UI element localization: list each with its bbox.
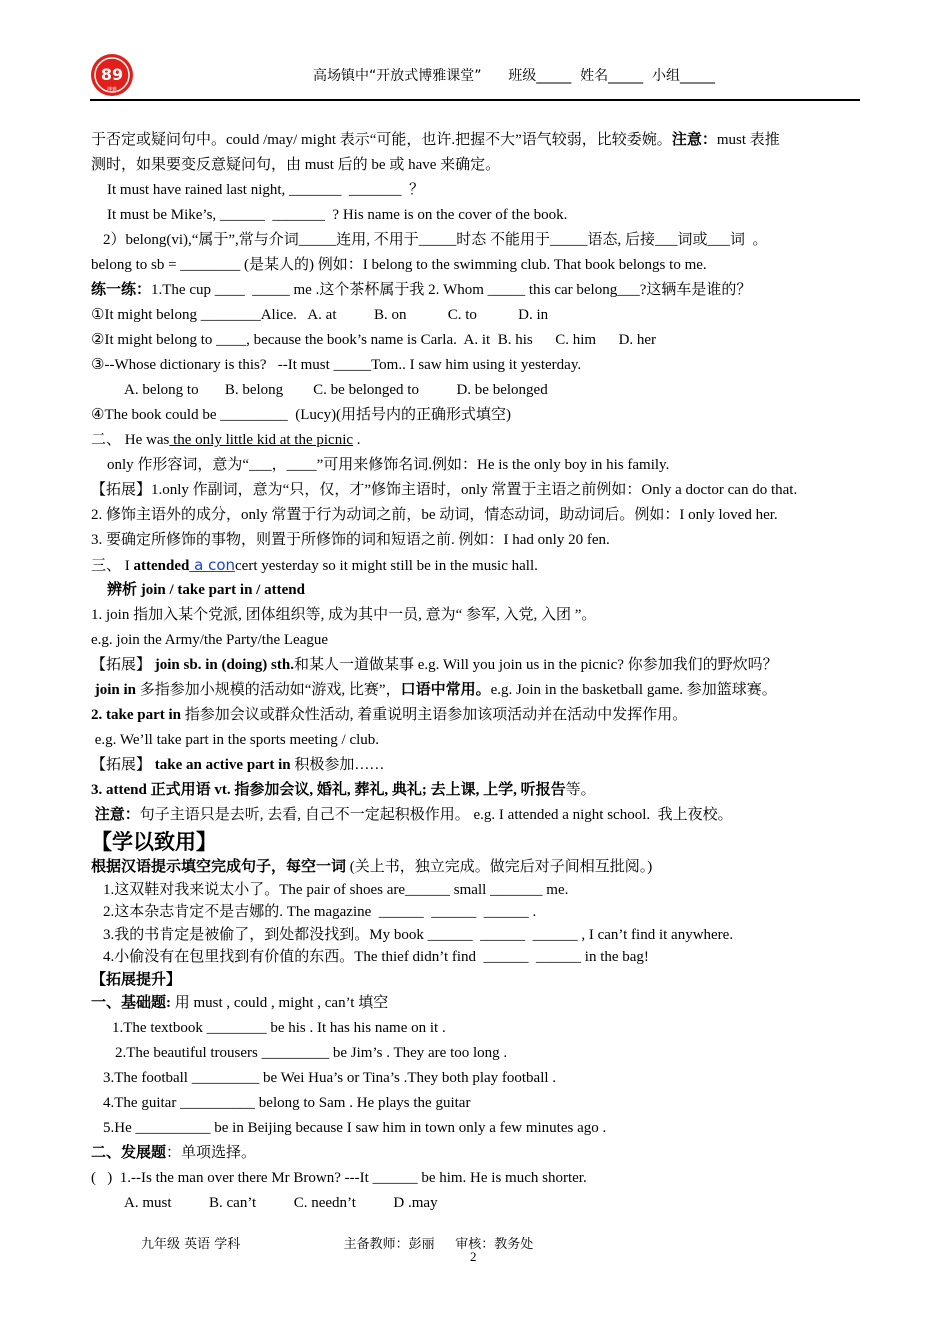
logo-text: 89: [100, 65, 124, 84]
text-line: 【拓展】 join sb. in (doing) sth.和某人一道做某事 e.g. Will you join us in the picnic? 你参加我们的野炊吗？: [91, 657, 778, 673]
text-line: 2）belong(vi),“属于”,常与介词_____连用, 不用于_____时态 不能用于_____语态, 后接___词或___词 。: [103, 232, 768, 248]
text-line: e.g. We’ll take part in the sports meeting / club.: [94, 732, 380, 748]
option-line: ③--Whose dictionary is this? --It must _____Tom.. I saw him using it yesterday.: [91, 357, 582, 373]
text-line: 一、基础题: 用 must , could , might , can’t 填空: [91, 995, 389, 1011]
exercise-line: 5.He __________ be in Beijing because I saw him in town only a few minutes ago .: [103, 1120, 607, 1136]
option-line: ①It might belong ________Alice. A. at B. on C. to D. in: [91, 307, 549, 323]
page-number: 2: [470, 1249, 477, 1264]
option-line: A. must B. can’t C. needn’t D .may: [124, 1195, 438, 1211]
text-line: 3. 要确定所修饰的事物，则置于所修饰的词和短语之前. 例如：I had only 20 fen.: [91, 532, 610, 548]
exercise-line: 2.这本杂志肯定不是吉娜的. The magazine ______ ______ ______ .: [103, 904, 537, 920]
text-line: It must be Mike’s, ______ _______ ? His name is on the cover of the book.: [107, 207, 568, 223]
text-line: 测时，如果要变反意疑问句，由 must 后的 be 或 have 来确定。: [91, 157, 501, 173]
text-line: join in 多指参加小规模的活动如“游戏, 比赛”，口语中常用。e.g. Join in the basketball game. 参加篮球赛。: [94, 682, 777, 698]
header-divider: [90, 99, 860, 101]
text-line: 【拓展】 take an active part in 积极参加……: [91, 757, 385, 773]
exercise-line: 1.The textbook ________ be his . It has his name on it .: [112, 1020, 446, 1036]
text-line: 3. attend 正式用语 vt. 指参加会议, 婚礼, 葬礼, 典礼; 去上课, 上学, 听报告等。: [91, 782, 596, 798]
text-line: 辨析 join / take part in / attend: [107, 582, 305, 598]
text-line: ④The book could be _________ (Lucy)(用括号内的正确形式填空): [91, 407, 512, 423]
school-logo: [90, 53, 134, 97]
text-line: 注意：句子主语只是去听, 去看, 自己不一定起积极作用。 e.g. I attended a night school. 我上夜校。: [94, 807, 733, 823]
section-heading: 三、 I attended a concert yesterday so it might still be in the music hall.: [91, 556, 538, 574]
exercise-line: 4.小偷没有在包里找到有价值的东西。The thief didn’t find ______ ______ in the bag!: [103, 949, 649, 965]
exercise-line: 1.这双鞋对我来说太小了。The pair of shoes are______ small _______ me.: [103, 881, 569, 898]
text-line: only 作形容词，意为“___，____”可用来修饰名词.例如：He is the only boy in his family.: [107, 457, 670, 473]
text-line: 练一练：1.The cup ____ _____ me .这个茶杯属于我 2. Whom _____ this car belong___?这辆车是谁的？: [91, 282, 752, 298]
exercise-line: 3.我的书肯定是被偷了，到处都没找到。My book ______ ______ ______ , I can’t find it anywhere.: [103, 926, 734, 943]
section-title: 【学以致用】: [91, 830, 217, 854]
exercise-line: 3.The football _________ be Wei Hua’s or Tina’s .They both play football .: [103, 1070, 557, 1086]
text-line: belong to sb = ________ (是某人的) 例如：I belong to the swimming club. That book belongs to me.: [91, 257, 707, 273]
text-line: e.g. join the Army/the Party/the League: [91, 632, 329, 648]
document-body: [91, 128, 871, 1216]
option-line: ②It might belong to ____, because the book’s name is Carla. A. it B. his C. him D. her: [91, 332, 657, 348]
logo-subtext: 博雅: [106, 87, 118, 93]
text-line: 于否定或疑问句中。could /may/ might 表示“可能，也许.把握不大”语气较弱，比较委婉。注意：must 表推: [91, 132, 780, 148]
text-line: 1. join 指加入某个党派, 团体组织等, 成为其中一员, 意为“ 参军, 入党, 入团 ”。: [91, 607, 597, 623]
text-line: It must have rained last night, _______ _______ ？: [107, 182, 425, 198]
exercise-line: ( ) 1.--Is the man over there Mr Brown? ---It ______ be him. He is much shorter.: [91, 1170, 587, 1186]
text-line: 2. take part in 指参加会议或群众性活动, 着重说明主语参加该项活动并在活动中发挥作用。: [91, 707, 688, 723]
section-title: 【拓展提升】: [91, 971, 182, 988]
instruction-line: 根据汉语提示填空完成句子，每空一词 (关上书，独立完成。做完后对子间相互批阅。): [91, 859, 653, 875]
text-line: 二、发展题：单项选择。: [91, 1145, 257, 1161]
section-heading: 二、 He was the only little kid at the picnic .: [91, 432, 361, 448]
page-header: 高场镇中“开放式博雅课堂” 班级_____ 姓名_____ 小组_____: [313, 68, 716, 84]
school-logo-icon: [90, 53, 134, 97]
exercise-line: 4.The guitar __________ belong to Sam . He plays the guitar: [103, 1095, 471, 1111]
text-line: 【拓展】1.only 作副词，意为“只，仅，才”修饰主语时，only 常置于主语之前例如：Only a doctor can do that.: [91, 482, 798, 498]
exercise-line: 2.The beautiful trousers _________ be Jim’s . They are too long .: [115, 1045, 508, 1061]
option-line: A. belong to B. belong C. be belonged to D. be belonged: [124, 382, 548, 398]
text-line: 2. 修饰主语外的成分，only 常置于行为动词之前，be 动词，情态动词，助动词后。例如：I only loved her.: [91, 507, 778, 523]
page-footer: 九年级 英语 学科 主备教师：彭丽 审核：教务处: [141, 1237, 534, 1252]
